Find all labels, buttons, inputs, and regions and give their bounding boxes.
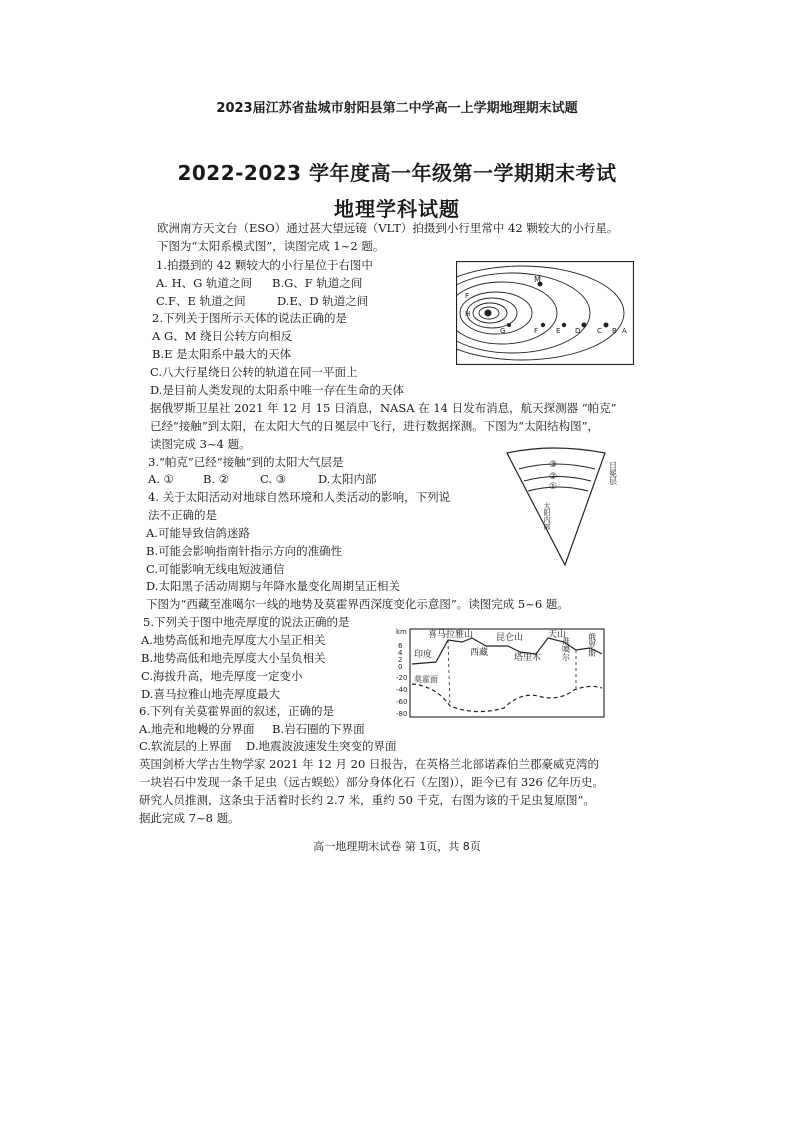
profile-place-tarim: 塔里木 — [514, 653, 542, 663]
q4-stem-line-1: 4. 关于太阳活动对地球自然环境和人类活动的影响，下列说 — [148, 490, 451, 504]
solar-label-f-upper: F — [465, 292, 470, 300]
solar-label-h: H — [465, 310, 471, 318]
exam-subtitle: 地理学科试题 — [334, 197, 460, 221]
profile-y-tick-4: 4 — [398, 649, 403, 657]
sun-structure-figure — [505, 447, 625, 569]
q3-option-c: C. ③ — [260, 472, 287, 486]
profile-y-tick-minus-80: -80 — [396, 710, 408, 718]
q4-option-a: A.可能导致信鸽迷路 — [146, 526, 250, 540]
q3-stem: 3.“帕克”已经“接触”到的太阳大气层是 — [148, 455, 344, 469]
solar-label-e: E — [556, 327, 561, 335]
profile-moho-label: 莫霍面 — [414, 675, 438, 684]
solar-label-b: B — [612, 327, 617, 335]
profile-y-tick-minus-60: -60 — [396, 698, 408, 706]
q1-option-b: B.G、F 轨道之间 — [272, 276, 363, 290]
solar-label-c: C — [597, 327, 602, 335]
q1-option-d: D.E、D 轨道之间 — [277, 294, 369, 308]
profile-y-tick-0: 0 — [398, 663, 403, 671]
sun-interior-label: 太阳内部 — [543, 502, 551, 530]
q3-option-b: B. ② — [203, 472, 230, 486]
intro-4-line-2: 一块岩石中发现一条千足虫（远古蜈蚣）部分身体化石（左图)），距今已有 326 亿年历史。 — [139, 775, 604, 789]
q6-stem: 6.下列有关莫霍界面的叙述，正确的是 — [139, 704, 334, 718]
q6-option-c: C.软流层的上界面 — [139, 739, 232, 753]
profile-y-tick-minus-40: -40 — [396, 686, 408, 694]
solar-system-figure — [456, 261, 634, 365]
sun-layer-3-label: ③ — [549, 460, 558, 470]
profile-place-tibet: 西藏 — [470, 648, 489, 658]
q2-option-a: A G、M 绕日公转方向相反 — [152, 329, 293, 343]
q5-option-c: C.海拔升高，地壳厚度一定变小 — [141, 669, 303, 683]
q4-option-c: C.可能影响无线电短波通信 — [146, 562, 285, 576]
solar-label-m: M — [534, 275, 541, 284]
q2-stem: 2.下列关于图所示天体的说法正确的是 — [152, 311, 347, 325]
profile-place-india: 印度 — [414, 650, 433, 660]
solar-label-g: G — [500, 327, 506, 335]
moho-profile-figure — [396, 624, 608, 720]
q3-option-a: A. ① — [148, 472, 174, 486]
profile-place-himalaya: 喜马拉雅山 — [428, 630, 474, 640]
q2-option-d: D.是目前人类发现的太阳系中唯一存在生命的天体 — [150, 383, 404, 397]
intro-4-line-3: 研究人员推测，这条虫于活着时长约 2.7 米，重约 50 千克，右图为该的千足虫复原图”。 — [139, 793, 595, 807]
q5-option-d: D.喜马拉雅山地壳厚度最大 — [141, 687, 280, 701]
intro-4-line-4: 据此完成 7~8 题。 — [139, 811, 240, 825]
profile-place-russia: 俄罗斯 — [587, 633, 597, 657]
q2-option-b: B.E 是太阳系中最大的天体 — [152, 347, 292, 361]
q6-option-b: B.岩石圈的下界面 — [272, 722, 365, 736]
solar-label-d: D — [575, 327, 581, 335]
q4-option-b: B.可能会影响指南针指示方向的准确性 — [146, 544, 343, 558]
sun-layer-1-label: ① — [549, 482, 558, 492]
moho-line — [412, 684, 602, 712]
q1-stem: 1.拍摄到的 42 颗较大的小行星位于右图中 — [156, 258, 373, 272]
intro-4-line-1: 英国剑桥大学古生物学家 2021 年 12 月 20 日报告，在英格兰北部诺森伯兰郡豪威克湾的 — [139, 757, 599, 771]
q1-option-c: C.F、E 轨道之间 — [156, 294, 246, 308]
intro-2-line-3: 读图完成 3~4 题。 — [150, 437, 251, 451]
profile-y-tick-minus-20: -20 — [396, 674, 408, 682]
sun-side-label: 日冕层 — [608, 461, 618, 485]
profile-unit: km — [396, 628, 407, 636]
q2-option-c: C.八大行星绕日公转的轨道在同一平面上 — [150, 365, 358, 379]
q5-stem: 5.下列关于图中地壳厚度的说法正确的是 — [143, 615, 350, 629]
q4-stem-line-2: 法不正确的是 — [148, 508, 217, 522]
intro-1-line-1: 欧洲南方天文台（ESO）通过甚大望远镜（VLT）拍摄到小行里常中 42 颗较大的小行星。 — [157, 221, 619, 235]
intro-2-line-1: 据俄罗斯卫星社 2021 年 12 月 15 日消息，NASA 在 14 日发布消息，航天探测器 “帕克” — [150, 401, 617, 415]
profile-place-tianshan: 天山 — [548, 630, 567, 640]
profile-y-tick-2: 2 — [398, 656, 403, 664]
q6-option-a: A.地壳和地幔的分界面 — [139, 722, 255, 736]
solar-label-f: F — [534, 327, 539, 335]
q5-option-b: B.地势高低和地壳厚度大小呈负相关 — [141, 651, 326, 665]
document-header: 2023届江苏省盐城市射阳县第二中学高一上学期地理期末试题 — [216, 101, 578, 116]
sun-layer-2-label: ② — [549, 472, 558, 482]
q6-option-d: D.地震波波速发生突变的界面 — [246, 739, 397, 753]
profile-place-junggar: 准噶尔 — [561, 637, 571, 661]
solar-label-a: A — [622, 327, 627, 335]
page-footer: 高一地理期末试卷 第 1页，共 8页 — [313, 840, 481, 853]
q3-option-d: D.太阳内部 — [318, 472, 377, 486]
profile-place-kunlun: 昆仑山 — [496, 633, 524, 643]
q5-option-a: A.地势高低和地壳厚度大小呈正相关 — [141, 633, 326, 647]
exam-title: 2022-2023 学年度高一年级第一学期期末考试 — [177, 161, 617, 185]
q1-option-a: A. H、G 轨道之间 — [156, 276, 252, 290]
intro-2-line-2: 已经“接触”到太阳，在太阳大气的日冕层中飞行，进行数据探测。下图为“太阳结构图”， — [150, 419, 600, 433]
q4-option-d: D.太阳黑子活动周期与年降水量变化周期呈正相关 — [146, 579, 400, 593]
intro-1-line-2: 下图为“太阳系模式图”，读图完成 1~2 题。 — [157, 239, 385, 253]
intro-3: 下图为“西藏至准噶尔一线的地势及莫霍界西深度变化示意图”。读图完成 5~6 题。 — [146, 597, 569, 611]
profile-y-tick-6: 6 — [398, 642, 403, 650]
